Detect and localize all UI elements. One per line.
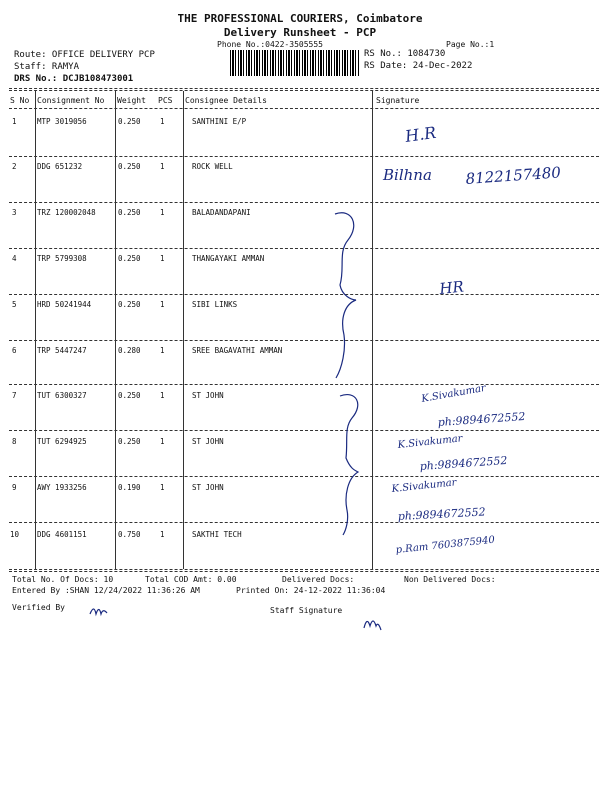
verified-by: Verified By xyxy=(12,603,65,612)
row-pcs: 1 xyxy=(160,483,165,492)
row-consignee: SIBI LINKS xyxy=(192,300,238,309)
row-pcs: 1 xyxy=(160,254,165,263)
row-sno: 1 xyxy=(12,117,17,126)
hw-row10: p.Ram 7603875940 xyxy=(395,534,496,556)
row-sno: 9 xyxy=(12,483,17,492)
row-pcs: 1 xyxy=(160,300,165,309)
row-weight: 0.250 xyxy=(118,208,141,217)
phone-number: Phone No.:0422-3505555 xyxy=(217,40,323,49)
hw-row7-b: ph:9894672552 xyxy=(437,409,526,429)
row-weight: 0.250 xyxy=(118,117,141,126)
row-consignee: ROCK WELL xyxy=(192,162,233,171)
row-consignment: TRP 5447247 xyxy=(37,346,87,355)
hw-row7-a: K.Sivakumar xyxy=(420,382,487,405)
col-header-pcs: PCS xyxy=(158,96,173,105)
hw-row2-name: Bilhna xyxy=(383,166,432,184)
table-row xyxy=(0,530,600,542)
table-row xyxy=(0,391,600,403)
delivered-docs: Delivered Docs: xyxy=(282,575,355,584)
row-sno: 10 xyxy=(10,530,20,539)
table-row xyxy=(0,437,600,449)
row-rule xyxy=(9,476,599,477)
row-rule xyxy=(9,156,599,157)
row-weight: 0.190 xyxy=(118,483,141,492)
row-consignment: HRD 50241944 xyxy=(37,300,92,309)
row-weight: 0.280 xyxy=(118,346,141,355)
row-pcs: 1 xyxy=(160,437,165,446)
row-weight: 0.250 xyxy=(118,254,141,263)
rs-number: RS No.: 1084730 xyxy=(364,49,446,59)
row-consignee: THANGAYAKI AMMAN xyxy=(192,254,265,263)
hw-row8-a: K.Sivakumar xyxy=(397,433,464,451)
row-weight: 0.250 xyxy=(118,162,141,171)
row-consignment: MTP 3019056 xyxy=(37,117,87,126)
row-weight: 0.250 xyxy=(118,300,141,309)
header-rule xyxy=(9,108,599,109)
row-rule xyxy=(9,430,599,431)
hw-row1: H.R xyxy=(403,122,438,146)
total-cod: Total COD Amt: 0.00 xyxy=(145,575,237,584)
staff-signature-label: Staff Signature xyxy=(270,606,343,615)
hw-brace-lower xyxy=(340,395,358,535)
row-consignment: TUT 6300327 xyxy=(37,391,87,400)
row-consignment: DDG 4601151 xyxy=(37,530,87,539)
row-pcs: 1 xyxy=(160,117,165,126)
col-header-consignee: Consignee Details xyxy=(185,96,267,105)
row-sno: 2 xyxy=(12,162,17,171)
sheet-title: Delivery Runsheet - PCP xyxy=(223,26,377,39)
row-sno: 6 xyxy=(12,346,17,355)
row-pcs: 1 xyxy=(160,346,165,355)
row-consignment: TRZ 120002048 xyxy=(37,208,96,217)
row-pcs: 1 xyxy=(160,162,165,171)
table-row xyxy=(0,254,600,266)
row-consignee: ST JOHN xyxy=(192,391,224,400)
row-rule xyxy=(9,522,599,523)
row-consignee: ST JOHN xyxy=(192,437,224,446)
table-top-rule-2 xyxy=(9,90,599,91)
row-pcs: 1 xyxy=(160,530,165,539)
table-bottom-rule-2 xyxy=(9,571,599,572)
row-sno: 7 xyxy=(12,391,17,400)
row-rule xyxy=(9,384,599,385)
row-consignment: AWY 1933256 xyxy=(37,483,87,492)
row-sno: 8 xyxy=(12,437,17,446)
hw-row5: HR xyxy=(438,277,465,298)
table-row xyxy=(0,117,600,129)
row-weight: 0.250 xyxy=(118,391,141,400)
table-row xyxy=(0,208,600,220)
printed-on: Printed On: 24-12-2022 11:36:04 xyxy=(236,586,386,595)
row-sno: 5 xyxy=(12,300,17,309)
col-header-signature: Signature xyxy=(376,96,420,105)
table-top-rule xyxy=(9,88,599,89)
row-consignment: TUT 6294925 xyxy=(37,437,87,446)
row-pcs: 1 xyxy=(160,391,165,400)
table-bottom-rule xyxy=(9,569,599,570)
non-delivered-docs: Non Delivered Docs: xyxy=(404,575,496,584)
table-row xyxy=(0,346,600,358)
col-header-consignment: Consignment No xyxy=(37,96,105,105)
row-sno: 4 xyxy=(12,254,17,263)
row-rule xyxy=(9,294,599,295)
row-consignee: BALADANDAPANI xyxy=(192,208,251,217)
col-header-sno: S No xyxy=(10,96,30,105)
row-rule xyxy=(9,340,599,341)
entered-by: Entered By :SHAN 12/24/2022 11:36:26 AM xyxy=(12,586,200,595)
row-rule xyxy=(9,202,599,203)
table-row xyxy=(0,162,600,174)
page-number: Page No.:1 xyxy=(446,40,495,49)
hw-row9-a: K.Sivakumar xyxy=(391,477,458,495)
row-consignee: SAKTHI TECH xyxy=(192,530,242,539)
row-weight: 0.250 xyxy=(118,437,141,446)
staff-signature-mark xyxy=(364,621,381,630)
row-weight: 0.750 xyxy=(118,530,141,539)
staff: Staff: RAMYA xyxy=(14,62,80,72)
row-sno: 3 xyxy=(12,208,17,217)
company-name: THE PROFESSIONAL COURIERS, Coimbatore xyxy=(177,12,423,25)
table-row xyxy=(0,300,600,312)
rs-date: RS Date: 24-Dec-2022 xyxy=(364,61,473,71)
verified-signature xyxy=(90,609,107,614)
row-consignee: ST JOHN xyxy=(192,483,224,492)
hw-row2-phone: 8122157480 xyxy=(465,163,562,188)
row-consignee: SREE BAGAVATHI AMMAN xyxy=(192,346,283,355)
col-header-weight: Weight xyxy=(117,96,146,105)
row-rule xyxy=(9,248,599,249)
drs-number: DRS No.: DCJB108473001 xyxy=(14,74,134,84)
total-docs: Total No. Of Docs: 10 xyxy=(12,575,114,584)
barcode-image xyxy=(230,50,360,76)
row-consignment: TRP 5799308 xyxy=(37,254,87,263)
row-pcs: 1 xyxy=(160,208,165,217)
table-row xyxy=(0,483,600,495)
hw-row9-b: ph:9894672552 xyxy=(397,505,486,523)
row-consignee: SANTHINI E/P xyxy=(192,117,247,126)
route: Route: OFFICE DELIVERY PCP xyxy=(14,50,155,60)
row-consignment: DDG 651232 xyxy=(37,162,83,171)
hw-row8-b: ph:9894672552 xyxy=(419,453,508,473)
